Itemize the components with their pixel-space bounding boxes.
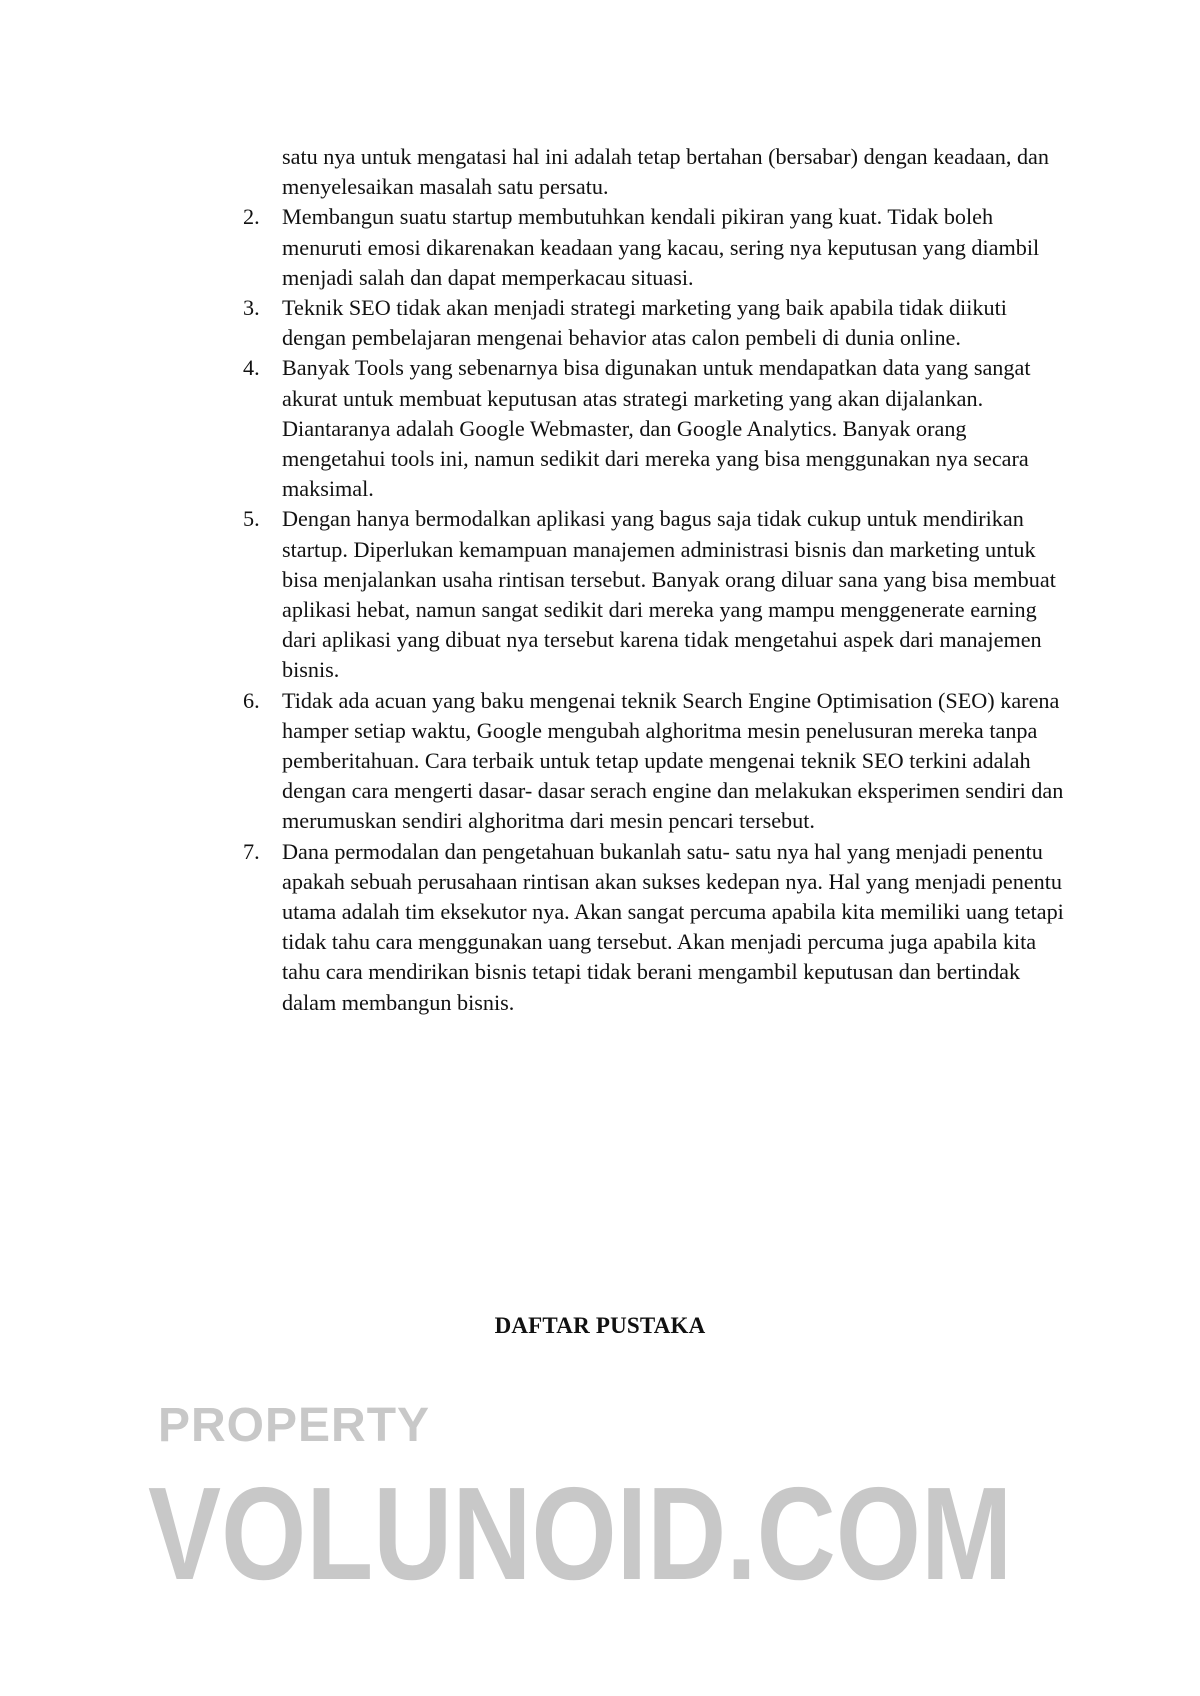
list-item bbox=[243, 353, 1073, 504]
list-item bbox=[243, 686, 1073, 837]
list-item-number: 6. bbox=[243, 687, 260, 713]
list-item-number: 7. bbox=[243, 838, 260, 864]
watermark-site-text: VOLUNOID.COM bbox=[148, 1460, 1013, 1607]
section-heading-daftar-pustaka: DAFTAR PUSTAKA bbox=[494, 1313, 706, 1338]
conclusion-list bbox=[243, 202, 1073, 1017]
list-item-text: Membangun suatu startup membutuhkan kendali pikiran yang kuat. Tidak boleh menuruti emosi dikarenakan keadaan yang kacau, sering nya keputusan yang diambil menjadi salah dan dapat memperkacau situasi. bbox=[282, 204, 1040, 290]
document-body bbox=[243, 142, 1073, 1018]
list-item-number: 4. bbox=[243, 355, 260, 381]
list-item bbox=[243, 837, 1073, 1018]
list-item bbox=[243, 202, 1073, 293]
list-item-text: Tidak ada acuan yang baku mengenai teknik Search Engine Optimisation (SEO) karena hamper setiap waktu, Google mengubah alghoritma mesin penelusuran mereka tanpa pemberitahuan. Cara terbaik untuk tetap update mengenai teknik SEO terkini adalah dengan cara mengerti dasar- dasar serach engine dan melakukan eksperimen sendiri dan merumuskan sendiri alghoritma dari mesin pencari tersebut. bbox=[282, 687, 1064, 834]
list-item bbox=[243, 293, 1073, 353]
list-item-number: 2. bbox=[243, 204, 260, 230]
list-item-text: Dana permodalan dan pengetahuan bukanlah satu- satu nya hal yang menjadi penentu apakah sebuah perusahaan rintisan akan sukses kedepan nya. Hal yang menjadi penentu utama adalah tim eksekutor nya. Akan sangat percuma apabila kita memiliki uang tetapi tidak tahu cara menggunakan uang tersebut. Akan menjadi percuma juga apabila kita tahu cara mendirikan bisnis tetapi tidak berani mengambil keputusan dan bertindak dalam membangun bisnis. bbox=[282, 838, 1064, 1015]
list-item-text: Teknik SEO tidak akan menjadi strategi marketing yang baik apabila tidak diikuti dengan pembelajaran mengenai behavior atas calon pembeli di dunia online. bbox=[282, 295, 1007, 351]
watermark-property-text: PROPERTY bbox=[158, 1399, 431, 1452]
list-item-text: Dengan hanya bermodalkan aplikasi yang bagus saja tidak cukup untuk mendirikan startup. Diperlukan kemampuan manajemen administrasi bisnis dan marketing untuk bisa menjalankan usaha rintisan tersebut. Banyak orang diluar sana yang bisa membuat aplikasi hebat, namun sangat sedikit dari mereka yang mampu menggenerate earning dari aplikasi yang dibuat nya tersebut karena tidak mengetahui aspek dari manajemen bisnis. bbox=[282, 506, 1056, 683]
list-item bbox=[243, 504, 1073, 685]
list-item-number: 3. bbox=[243, 295, 260, 321]
list-item-number: 5. bbox=[243, 506, 260, 532]
list-item-text: Banyak Tools yang sebenarnya bisa digunakan untuk mendapatkan data yang sangat akurat untuk membuat keputusan atas strategi marketing yang akan dijalankan. Diantaranya adalah Google Webmaster, dan Google Analytics. Banyak orang mengetahui tools ini, namun sedikit dari mereka yang bisa menggunakan nya secara maksimal. bbox=[282, 355, 1031, 502]
continuation-paragraph: satu nya untuk mengatasi hal ini adalah tetap bertahan (bersabar) dengan keadaan, dan menyelesaikan masalah satu persatu. bbox=[282, 144, 1049, 200]
